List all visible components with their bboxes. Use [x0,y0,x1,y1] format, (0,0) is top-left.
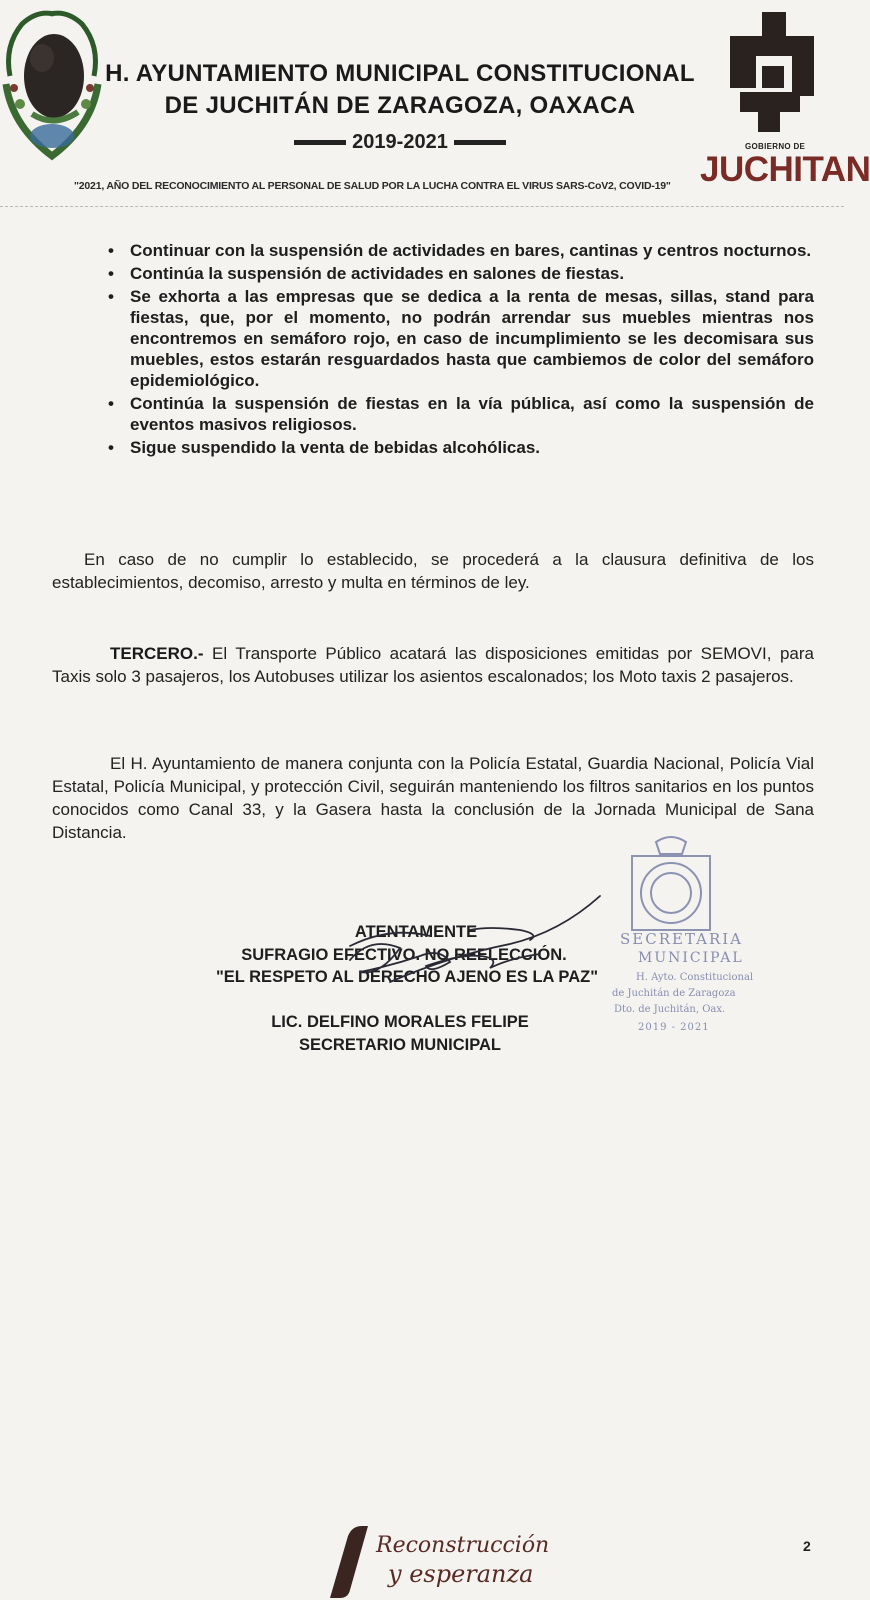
years-bar-left [294,140,346,145]
stamp-line2: MUNICIPAL [638,950,744,966]
header-motto: "2021, AÑO DEL RECONOCIMIENTO AL PERSONAL DE SALUD POR LA LUCHA CONTRA EL VIRUS SARS-CoV2, COVID-19" [74,180,671,192]
measures-list [104,240,814,460]
header-years [100,131,700,154]
footer-logo-line1: Reconstrucción [376,1533,550,1558]
years-bar-right [454,140,506,145]
handwritten-signature [330,896,620,1016]
closing-salutation: ATENTAMENTE [354,923,478,941]
list-item: • Se exhorta a las empresas que se dedica a la renta de mesas, sillas, stand para fiestas, que, por el momento, no podrán arrendar sus muebles mientras nos encontremos en semáforo rojo, en caso de incumplimiento se les decomisara sus muebles, estos estarán resguardados hasta que cambiemos de color del semáforo epidemiológico. [104,286,814,391]
closing-slogan2: "EL RESPETO AL DERECHO AJENO ES LA PAZ" [215,968,599,986]
stamp-line5: Dto. de Juchitán, Oax. [614,1004,726,1015]
list-item: • Continúa la suspensión de actividades en salones de fiestas. [104,263,814,284]
header-title-line2: DE JUCHITÁN DE ZARAGOZA, OAXACA [164,92,636,119]
stamp-line3: H. Ayto. Constitucional [636,972,754,983]
list-item: • Continúa la suspensión de fiestas en la vía pública, así como la suspensión de eventos masivos religiosos. [104,393,814,435]
paragraph-filters: El H. Ayuntamiento de manera conjunta con la Policía Estatal, Guardia Nacional, Policía Vial Estatal, Policía Municipal, y protección Civil, seguirán manteniendo los filtros sanitarios en los puntos conocidos como Canal 33, y la Gasera hasta la conclusión de la Jornada Municipal de Sana Distancia. [52,754,814,842]
years-text: 2019-2021 [352,131,448,153]
list-item: • Sigue suspendido la venta de bebidas alcohólicas. [104,437,814,458]
header-divider [0,206,844,207]
paragraph-tercero-body: El Transporte Público acatará las disposiciones emitidas por SEMOVI, para Taxis solo 3 pasajeros, los Autobuses utilizar los asientos escalonados; los Moto taxis 2 pasajeros. [52,644,814,686]
logo-small-text: GOBIERNO DE [745,142,806,151]
paragraph-sanctions: En caso de no cumplir lo establecido, se procederá a la clausura definitiva de los establecimientos, decomiso, arresto y multa en términos de ley. [52,550,814,592]
stamp-line4: de Juchitán de Zaragoza [612,988,736,999]
signatory-position: SECRETARIO MUNICIPAL [299,1036,501,1054]
header-title-line1: H. AYUNTAMIENTO MUNICIPAL CONSTITUCIONAL [105,60,695,87]
reconstruccion-esperanza-logo [318,1510,548,1600]
footer-logo-line2: y esperanza [388,1560,534,1588]
signatory-name: LIC. DELFINO MORALES FELIPE [271,1013,529,1031]
logo-text: JUCHITAN [700,150,870,189]
list-item: • Continuar con la suspensión de actividades en bares, cantinas y centros nocturnos. [104,240,814,261]
stamp-line6: 2019 - 2021 [638,1022,710,1033]
paragraph-tercero-lead: TERCERO.- [110,644,204,663]
stamp-line1: SECRETARIA [620,930,744,948]
closing-slogan1: SUFRAGIO EFECTIVO. NO REELECCIÓN. [241,946,567,964]
mexican-coat-of-arms-logo [2,6,102,166]
paragraph-tercero [52,642,814,688]
page-number: 2 [803,1538,811,1554]
